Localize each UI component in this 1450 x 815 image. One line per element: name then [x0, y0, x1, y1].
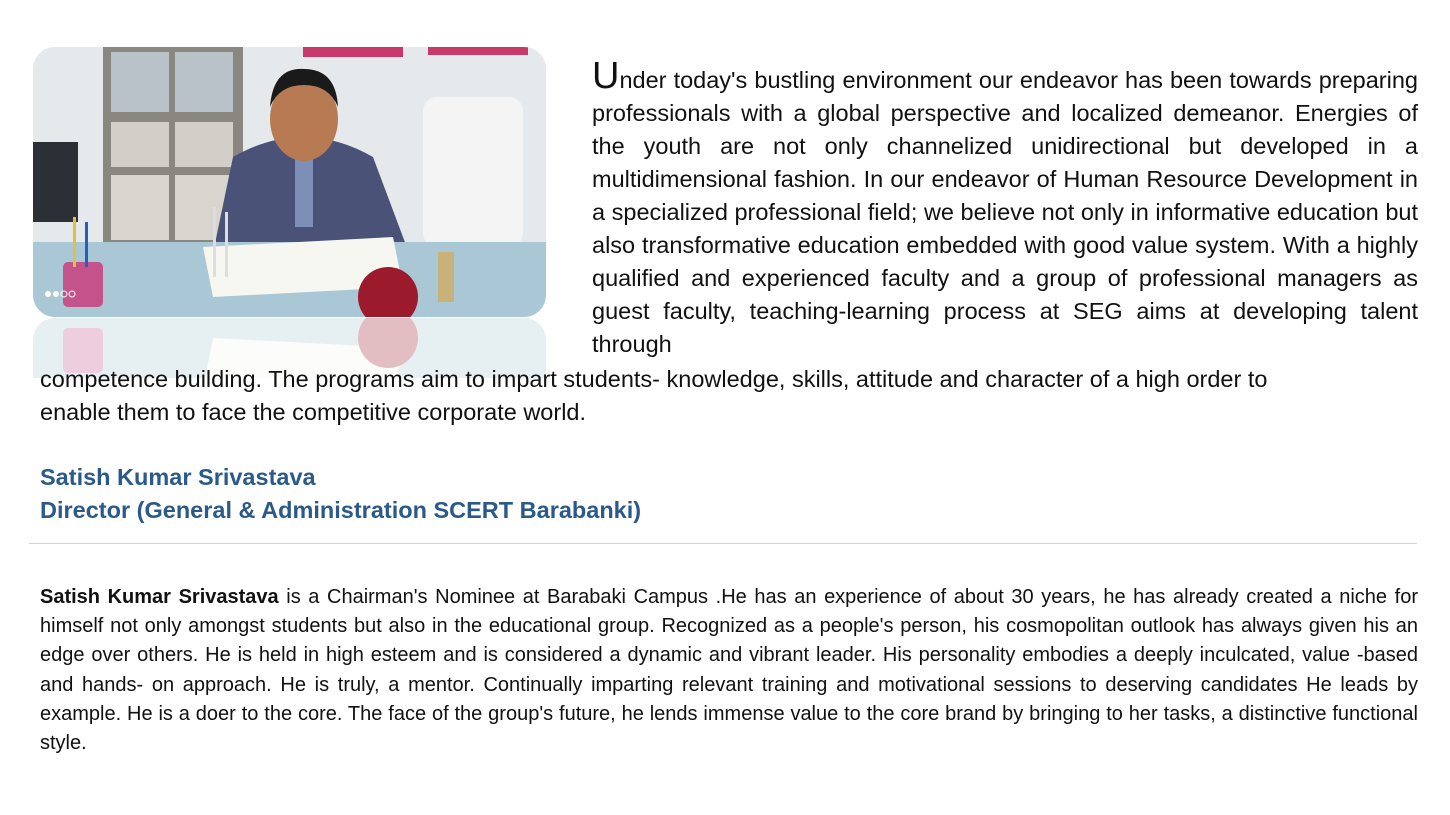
- drop-letter: U: [592, 55, 620, 97]
- intro-paragraph: [592, 55, 1418, 361]
- continuation-line-2: enable them to face the competitive corporate world.: [40, 399, 587, 425]
- portrait-image: [33, 47, 546, 317]
- bio-name: Satish Kumar Srivastava: [40, 586, 279, 608]
- signature-block: [40, 461, 641, 527]
- intro-text: nder today's bustling environment our endeavor has been towards preparing professionals with a global perspective and localized demeanor. Energies of the youth are not only channelized unidirectional but developed in a multidimensional fashion. In our endeavor of Human Resource Development in a specialized professional field; we believe not only in informative education but also transformative education embedded with good value system. With a highly qualified and experienced faculty and a group of professional managers as guest faculty, teaching-learning process at SEG aims at developing talent through: [592, 67, 1418, 357]
- bio-paragraph: [40, 583, 1418, 758]
- director-photo: [33, 47, 546, 317]
- section-divider: [29, 543, 1417, 544]
- bio-text: is a Chairman's Nominee at Barabaki Campus .He has an experience of about 30 years, he has already created a niche for himself not only amongst students but also in the educational group. Recognized as a people's person, his cosmopolitan outlook has always given his an edge over others. He is held in high esteem and is considered a dynamic and vibrant leader. His personality embodies a deeply inculcated, value -based and hands- on approach. He is truly, a mentor. Continually imparting relevant training and motivational sessions to deserving candidates He leads by example. He is a doer to the core. The face of the group's future, he lends immense value to the core brand by bringing to her tasks, a distinctive functional style.: [40, 586, 1418, 755]
- signature-name: Satish Kumar Srivastava: [40, 464, 316, 490]
- intro-continuation: [40, 363, 1410, 429]
- signature-title: Director (General & Administration SCERT Barabanki): [40, 497, 642, 523]
- continuation-line-1: competence building. The programs aim to impart students- knowledge, skills, attitude and character of a high order to: [40, 366, 1268, 392]
